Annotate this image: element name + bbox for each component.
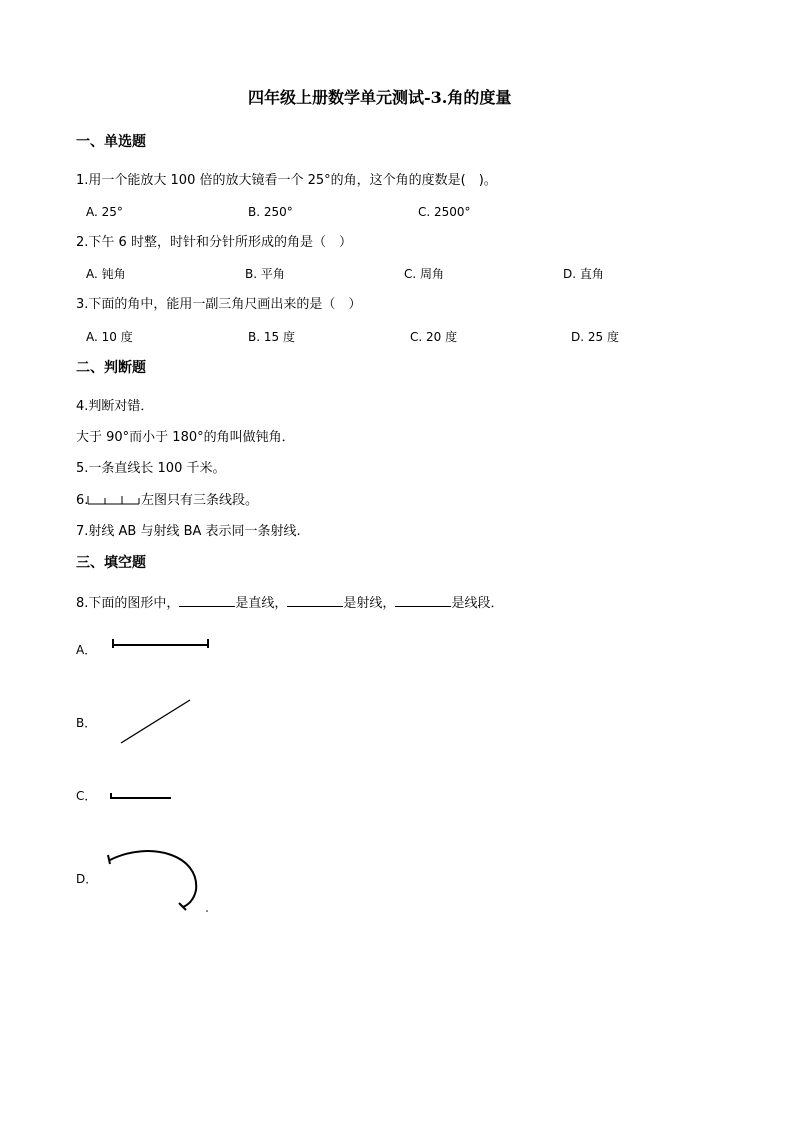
figure-c-ray bbox=[111, 793, 171, 799]
question-2: 2.下午 6 时整，时针和分针所形成的角是（ ） bbox=[76, 235, 352, 250]
question-8-part-1: 是直线， bbox=[235, 596, 288, 611]
figure-label-b: B． bbox=[76, 716, 97, 730]
figure-a-segment bbox=[113, 639, 208, 648]
page-title: 四年级上册数学单元测试-3.角的度量 bbox=[248, 88, 512, 107]
q2-option-b: B. 平角 bbox=[245, 267, 285, 281]
question-4: 4.判断对错． bbox=[76, 399, 154, 414]
q3-option-c: C. 20 度 bbox=[410, 330, 458, 344]
q6-segments-figure bbox=[88, 496, 139, 504]
q2-option-d: D. 直角 bbox=[563, 267, 604, 281]
q3-option-b: B. 15 度 bbox=[248, 330, 295, 344]
question-4-statement: 大于 90°而小于 180°的角叫做钝角． bbox=[76, 430, 295, 445]
section-heading-single-choice: 一、单选题 bbox=[76, 134, 146, 150]
question-8-prefix: 8.下面的图形中， bbox=[76, 596, 180, 611]
figure-label-d: D． bbox=[76, 872, 98, 886]
question-7: 7.射线 AB 与射线 BA 表示同一条射线. bbox=[76, 524, 301, 539]
figure-b-line bbox=[121, 700, 190, 743]
q2-option-a: A. 钝角 bbox=[86, 267, 126, 281]
figure-label-c: C． bbox=[76, 789, 97, 803]
stray-dot bbox=[206, 910, 208, 912]
figure-label-a: A． bbox=[76, 643, 97, 657]
question-5: 5.一条直线长 100 千米。 bbox=[76, 461, 226, 476]
q2-option-c: C. 周角 bbox=[404, 267, 445, 281]
question-3: 3.下面的角中，能用一副三角尺画出来的是（ ） bbox=[76, 297, 362, 312]
q1-option-b: B. 250° bbox=[248, 205, 293, 219]
question-8-part-3: 是线段． bbox=[451, 596, 504, 611]
section-heading-fill-blank: 三、填空题 bbox=[76, 555, 146, 571]
question-6-number: 6. bbox=[76, 493, 89, 508]
q3-option-a: A. 10 度 bbox=[86, 330, 133, 344]
q1-option-a: A. 25° bbox=[86, 205, 123, 219]
q3-option-d: D. 25 度 bbox=[571, 330, 619, 344]
question-6: 左图只有三条线段。 bbox=[141, 493, 259, 508]
question-1: 1.用一个能放大 100 倍的放大镜看一个 25°的角，这个角的度数是( )。 bbox=[76, 173, 497, 188]
question-8-part-2: 是射线， bbox=[343, 596, 396, 611]
section-heading-true-false: 二、判断题 bbox=[76, 360, 146, 376]
q1-option-c: C. 2500° bbox=[418, 205, 471, 219]
figure-d-curve bbox=[108, 851, 196, 910]
